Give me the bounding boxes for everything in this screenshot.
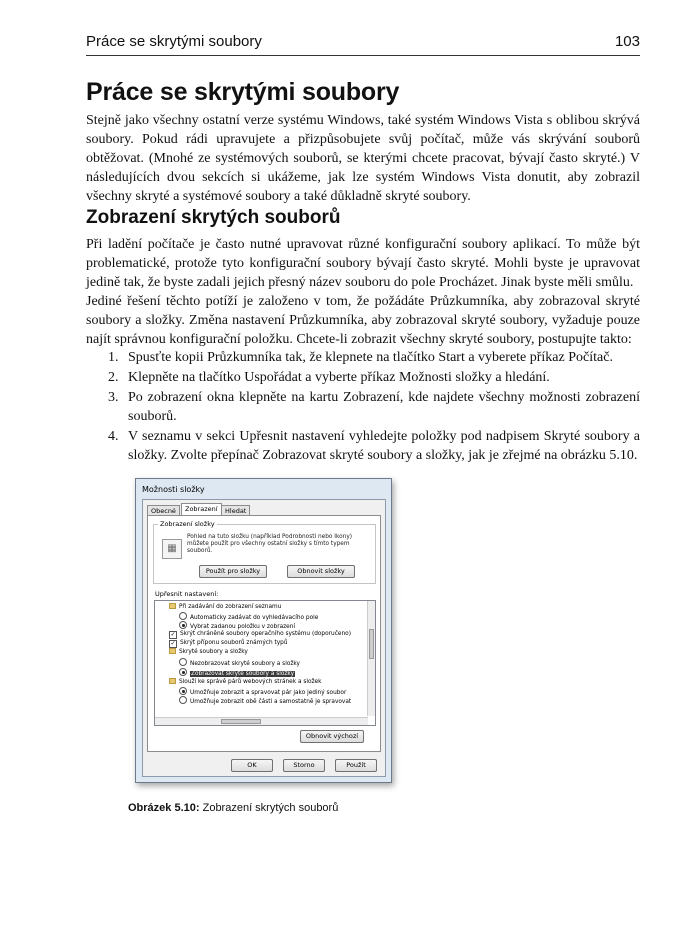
vertical-scrollbar[interactable]	[367, 601, 375, 716]
running-header	[86, 33, 640, 56]
horizontal-scrollbar[interactable]	[155, 717, 368, 725]
radio-icon	[179, 696, 187, 704]
tree-item[interactable]: Vybrat zadanou položku v zobrazení	[179, 621, 295, 630]
dialog-client	[142, 499, 386, 777]
step-number: 1.	[108, 350, 119, 365]
folder-views-description: Pohled na tuto složku (například Podrobnosti nebo Ikony) můžete použít pro všechny ostatní složky s tímto typem souborů.	[187, 534, 353, 554]
running-header-title: Práce se skrytými soubory	[86, 33, 262, 50]
tree-item[interactable]: Umožňuje zobrazit a spravovat pár jako jediný soubor	[179, 687, 346, 696]
paragraph-config-files: Při ladění počítače je často nutné upravovat různé konfigurační soubory aplikací. To může být problematické, protože tyto konfigurační soubory bývají často skryté. Mohli byste je upravovat jedině tak, že byste zadali jejich přesný název souboru do pole Procházet. Jinak byste měli smůlu.	[86, 237, 640, 290]
page-number: 103	[614, 33, 640, 50]
scroll-thumb[interactable]	[221, 719, 261, 724]
step-text: Klepněte na tlačítko Uspořádat a vyberte příkaz Možnosti složky a hledání.	[128, 370, 550, 385]
apply-button[interactable]: Použít	[335, 759, 377, 772]
step-item	[86, 348, 640, 367]
step-number: 2.	[108, 370, 119, 385]
intro-paragraph: Stejně jako všechny ostatní verze systému Windows, také systém Windows Vista s oblibou skrývá soubory. Pokud rádi upravujete a přizpůsobujete svůj počítač, může vás skrývání souborů obtěžovat. (Mnohé ze systémových souborů, se kterými chcete pracovat, bývají často skryté.) V následujících dvou sekcích si ukážeme, jak lze systém Windows Vista donutit, aby zobrazil všechny skryté a systémové soubory a také důkladně skryté soubory.	[86, 113, 640, 204]
reset-folders-button[interactable]: Obnovit složky	[287, 565, 355, 578]
folder-views-legend: Zobrazení složky	[160, 520, 215, 528]
checkbox-checked-icon: ✓	[170, 631, 176, 638]
cancel-button[interactable]: Storno	[283, 759, 325, 772]
tree-item[interactable]: Skryté soubory a složky	[169, 648, 248, 657]
folder-icon	[169, 648, 176, 654]
folder-view-icon: ▦	[162, 539, 182, 559]
folder-views-group	[153, 520, 376, 584]
caption-text: Zobrazení skrytých souborů	[199, 802, 339, 814]
apply-to-folders-button[interactable]: Použít pro složky	[199, 565, 267, 578]
dialog-title: Možnosti složky	[142, 485, 205, 494]
step-item	[86, 427, 640, 465]
tree-item[interactable]: ✓ Skrýt chráněné soubory operačního systému (doporučeno)	[170, 631, 351, 638]
radio-selected-icon	[179, 621, 187, 629]
step-text: V seznamu v sekci Upřesnit nastavení vyhledejte položky pod nadpisem Skryté soubory a složky. Zvolte přepínač Zobrazovat skryté soubory a složky, jak je zřejmé na obrázku 5.10.	[128, 429, 640, 463]
view-tab-panel	[147, 515, 381, 752]
folder-options-dialog	[135, 478, 392, 783]
restore-defaults-button[interactable]: Obnovit výchozí	[300, 730, 364, 743]
ok-button[interactable]: OK	[231, 759, 273, 772]
advanced-settings-label: Upřesnit nastavení:	[155, 590, 219, 598]
tab-search[interactable]: Hledat	[221, 505, 250, 516]
scroll-thumb[interactable]	[369, 629, 374, 659]
advanced-settings-tree[interactable]	[154, 600, 376, 726]
step-item	[86, 368, 640, 387]
tree-item[interactable]: Umožňuje zobrazit obě části a samostatně je spravovat	[179, 696, 351, 705]
radio-icon	[179, 658, 187, 666]
tree-item[interactable]: Při zadávání do zobrazení seznamu	[169, 603, 281, 612]
caption-label: Obrázek 5.10:	[128, 802, 200, 814]
tree-item[interactable]: Automaticky zadávat do vyhledávacího pole	[179, 612, 318, 621]
folder-icon	[169, 603, 176, 609]
section-heading: Zobrazení skrytých souborů	[86, 207, 341, 228]
step-number: 4.	[108, 429, 119, 444]
step-text: Spusťte kopii Průzkumníka tak, že klepnete na tlačítko Start a vyberete příkaz Počítač.	[128, 350, 613, 365]
chapter-heading: Práce se skrytými soubory	[86, 78, 400, 106]
tree-item-selected[interactable]: Zobrazovat skryté soubory a složky	[179, 668, 295, 677]
tree-item[interactable]: ✓ Skrýt příponu souborů známých typů	[170, 640, 288, 647]
step-text: Po zobrazení okna klepněte na kartu Zobrazení, kde najdete všechny možnosti zobrazení souborů.	[128, 390, 640, 424]
tree-item[interactable]: Slouží ke správě párů webových stránek a složek	[169, 678, 321, 687]
checkbox-checked-icon: ✓	[170, 640, 176, 647]
steps-list	[86, 348, 640, 466]
radio-icon	[179, 612, 187, 620]
tree-item[interactable]: Nezobrazovat skryté soubory a složky	[179, 658, 300, 667]
tab-general[interactable]: Obecné	[147, 505, 180, 516]
radio-selected-icon	[179, 687, 187, 695]
paragraph-solution: Jediné řešení těchto potíží je založeno v tom, že požádáte Průzkumníka, aby zobrazoval skryté soubory a složky. Změna nastavení Průzkumníka, aby zobrazoval skryté soubory, vyžaduje pouze najít správnou konfigurační položku. Chcete-li zobrazit všechny skryté soubory, postupujte takto:	[86, 294, 640, 347]
radio-selected-icon	[179, 668, 187, 676]
step-item	[86, 388, 640, 426]
step-number: 3.	[108, 390, 119, 405]
figure-caption	[128, 802, 338, 814]
tab-view[interactable]: Zobrazení	[181, 503, 222, 516]
folder-icon	[169, 678, 176, 684]
